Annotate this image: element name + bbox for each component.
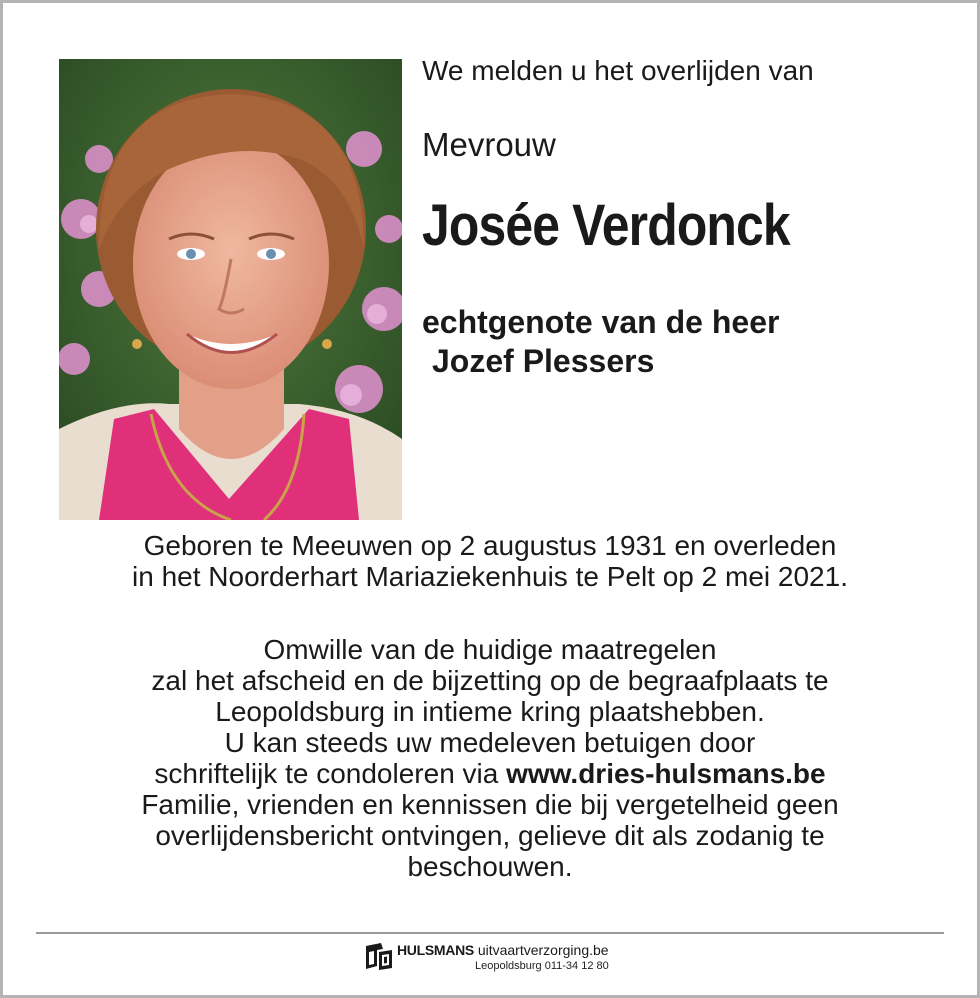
portrait-illustration	[59, 59, 402, 520]
brand-name	[397, 942, 609, 958]
notice-line-6: Familie, vrienden en kennissen die bij vergetelheid geen	[141, 789, 839, 820]
website-link[interactable]: www.dries-hulsmans.be	[506, 758, 826, 789]
notice-line-1: Omwille van de huidige maatregelen	[263, 634, 717, 665]
birth-death-text	[0, 530, 980, 592]
funeral-home-logo-icon	[363, 940, 395, 972]
title-text: Mevrouw	[422, 126, 556, 163]
intro-text: We melden u het overlijden van	[422, 55, 814, 86]
notice-line-3: Leopoldsburg in intieme kring plaatshebben.	[215, 696, 765, 727]
brand-bold: HULSMANS	[397, 942, 474, 958]
notice-line-4: U kan steeds uw medeleven betuigen door	[224, 727, 756, 758]
notice-line-2: zal het afscheid en de bijzetting op de begraafplaats te	[151, 665, 829, 696]
spouse-line-1: echtgenote van de heer	[422, 304, 780, 340]
footer-divider	[36, 932, 944, 934]
notice-line-8: beschouwen.	[407, 851, 573, 882]
birth-death-line-1: Geboren te Meeuwen op 2 augustus 1931 en overleden	[143, 530, 837, 561]
brand-suffix: uitvaartverzorging.be	[477, 942, 609, 958]
spouse-line-2: Jozef Plessers	[432, 343, 655, 379]
contact-info: Leopoldsburg 011-34 12 80	[475, 960, 609, 972]
deceased-name: Josée Verdonck	[422, 193, 790, 258]
notice-line-5	[0, 758, 980, 789]
notice-text	[0, 634, 980, 882]
notice-line-7: overlijdensbericht ontvingen, gelieve dit als zodanig te	[155, 820, 825, 851]
birth-death-line-2: in het Noorderhart Mariaziekenhuis te Pelt op 2 mei 2021.	[132, 561, 848, 592]
portrait-photo	[59, 59, 402, 520]
notice-line-5-prefix: schriftelijk te condoleren via	[154, 758, 507, 789]
